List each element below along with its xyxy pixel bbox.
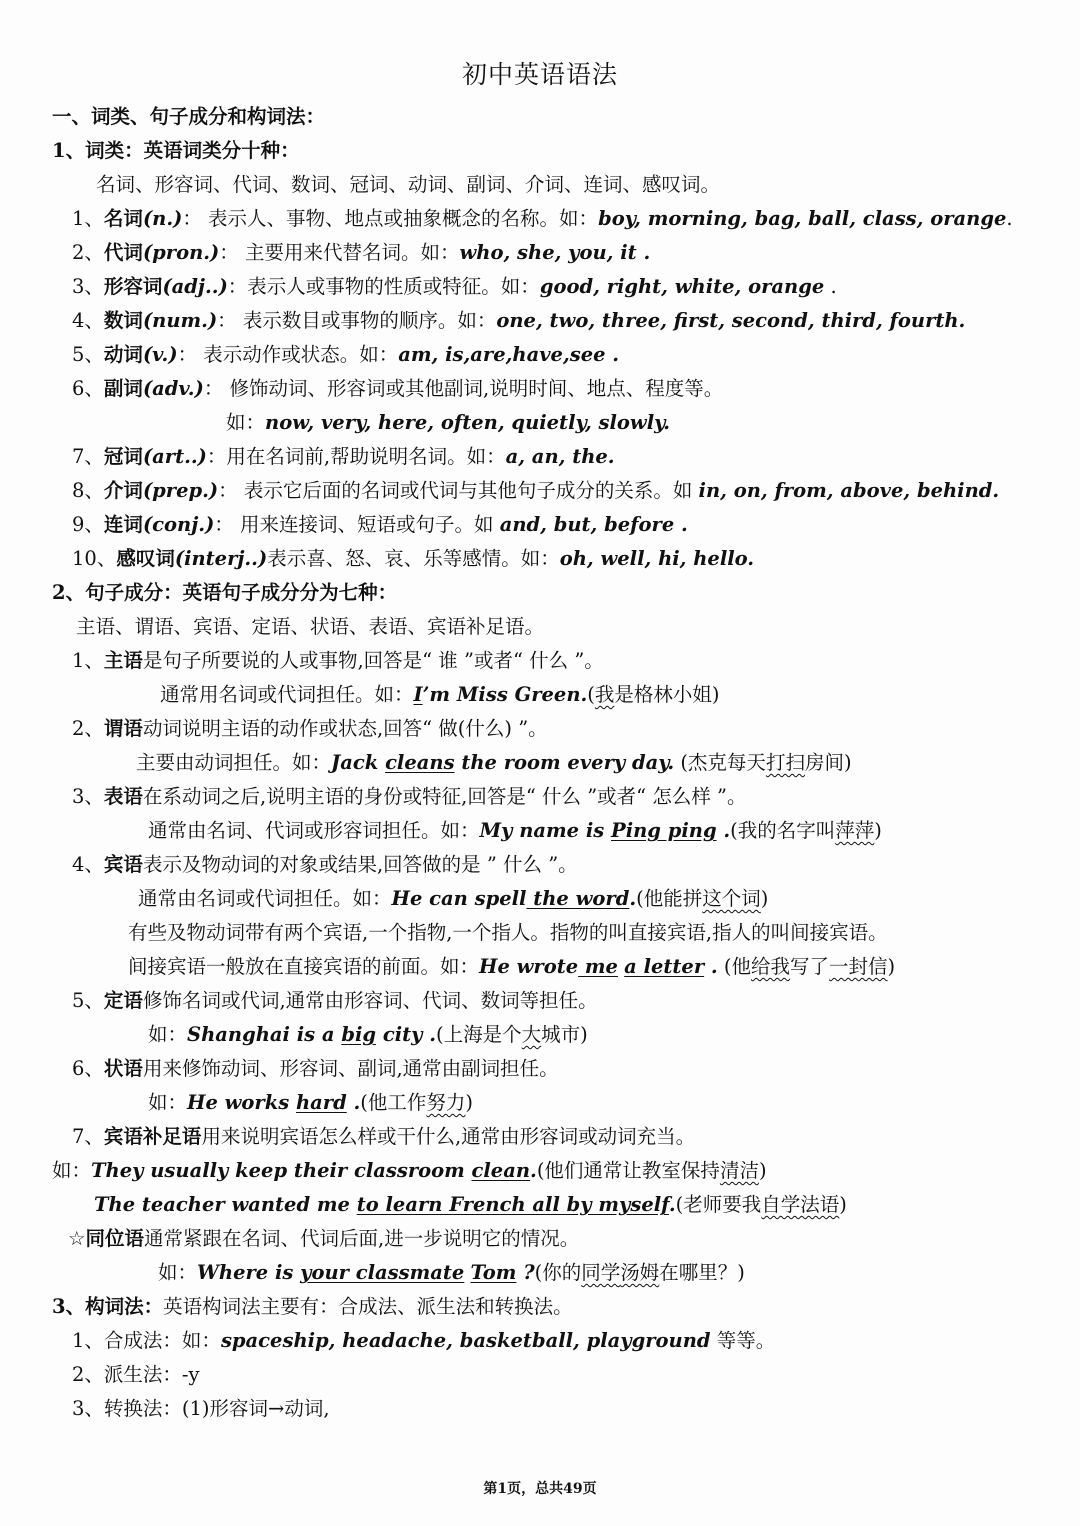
list-item: 1、合成法：如：spaceship, headache, basketball, playground 等等。 [72, 1329, 776, 1352]
list-item: 3、形容词(adj..)：表示人或事物的性质或特征。如：good, right, white, orange . [72, 275, 837, 298]
list-item: 2、派生法：-y [72, 1363, 200, 1386]
sentence-element-list: 主语、谓语、宾语、定语、状语、表语、宾语补足语。 [76, 615, 545, 638]
word-class-list: 名词、形容词、代词、数词、冠词、动词、副词、介词、连词、感叹词。 [96, 173, 721, 196]
subsection-word-classes: 1、词类：英语词类分十种： [52, 139, 300, 162]
page-footer: 第1页，总共49页 [483, 1481, 597, 1497]
list-item: 6、副词(adv.)： 修饰动词、形容词或其他副词,说明时间、地点、程度等。 [72, 377, 724, 400]
appositive-example: 如：Where is your classmate Tom ?(你的同学汤姆在哪里？) [158, 1261, 745, 1284]
page-title: 初中英语语法 [461, 60, 618, 89]
adverbial-item: 6、状语用来修饰动词、形容词、副词,通常由副词担任。 [72, 1057, 559, 1080]
object-example: 通常由名词或代词担任。如：He can spell the word.(他能拼这个词) [138, 887, 769, 910]
object-note: 有些及物动词带有两个宾语,一个指物,一个指人。指物的叫直接宾语,指人的叫间接宾语。 [128, 921, 888, 944]
subsection-sentence-elements: 2、句子成分：英语句子成分分为七种： [52, 581, 398, 604]
subsection-word-formation: 3、构词法：英语构词法主要有：合成法、派生法和转换法。 [52, 1295, 573, 1318]
list-item: 1、名词(n.)： 表示人、事物、地点或抽象概念的名称。如：boy, morning, bag, ball, class, orange. [72, 207, 1013, 230]
adverb-example: 如：now, very, here, often, quietly, slowly. [226, 411, 670, 434]
list-item: 5、动词(v.)： 表示动作或状态。如：am, is,are,have,see . [72, 343, 620, 366]
subject-example: 通常用名词或代词担任。如：I’m Miss Green.(我是格林小姐) [160, 683, 720, 706]
complement-example-2: The teacher wanted me to learn French all by myself.(老师要我自学法语) [94, 1193, 847, 1216]
adverbial-example: 如：He works hard .(他工作努力) [148, 1091, 474, 1114]
object-note-example: 间接宾语一般放在直接宾语的前面。如：He wrote me a letter . (他给我写了一封信) [128, 955, 896, 978]
complement-item: 7、宾语补足语用来说明宾语怎么样或干什么,通常由形容词或动词充当。 [72, 1125, 696, 1148]
attributive-item: 5、定语修饰名词或代词,通常由形容词、代词、数词等担任。 [72, 989, 598, 1012]
list-item: 4、数词(num.)： 表示数目或事物的顺序。如：one, two, three, first, second, third, fourth. [72, 309, 966, 332]
predicate-item: 2、谓语动词说明主语的动作或状态,回答“ 做(什么) ”。 [72, 717, 548, 740]
star-icon: ☆ [68, 1227, 86, 1250]
predicative-example: 通常由名词、代词或形容词担任。如：My name is Ping ping .(我的名字叫萍萍) [148, 819, 882, 842]
list-item: 10、感叹词(interj..)表示喜、怒、哀、乐等感情。如：oh, well, hi, hello. [72, 547, 755, 570]
predicate-example: 主要由动词担任。如：Jack cleans the room every day. (杰克每天打扫房间) [136, 751, 852, 774]
appositive-item: ☆同位语通常紧跟在名词、代词后面,进一步说明它的情况。 [68, 1227, 580, 1250]
object-item: 4、宾语表示及物动词的对象或结果,回答做的是 ” 什么 ”。 [72, 853, 578, 876]
attributive-example: 如：Shanghai is a big city .(上海是个大城市) [148, 1023, 588, 1046]
list-item: 7、冠词(art..)：用在名词前,帮助说明名词。如：a, an, the. [72, 445, 615, 468]
subject-item: 1、主语是句子所要说的人或事物,回答是“ 谁 ”或者“ 什么 ”。 [72, 649, 604, 672]
list-item: 8、介词(prep.)： 表示它后面的名词或代词与其他句子成分的关系。如 in, on, from, above, behind. [72, 479, 1000, 502]
list-item: 3、转换法：(1)形容词→动词, [72, 1397, 330, 1420]
complement-example-1: 如：They usually keep their classroom clean.(他们通常让教室保持清洁) [52, 1159, 767, 1182]
list-item: 9、连词(conj.)： 用来连接词、短语或句子。如 and, but, before . [72, 513, 688, 536]
list-item: 2、代词(pron.)： 主要用来代替名词。如：who, she, you, it . [72, 241, 651, 264]
predicative-item: 3、表语在系动词之后,说明主语的身份或特征,回答是“ 什么 ”或者“ 怎么样 ”。 [72, 785, 747, 808]
section-heading-1: 一、词类、句子成分和构词法： [52, 105, 326, 128]
